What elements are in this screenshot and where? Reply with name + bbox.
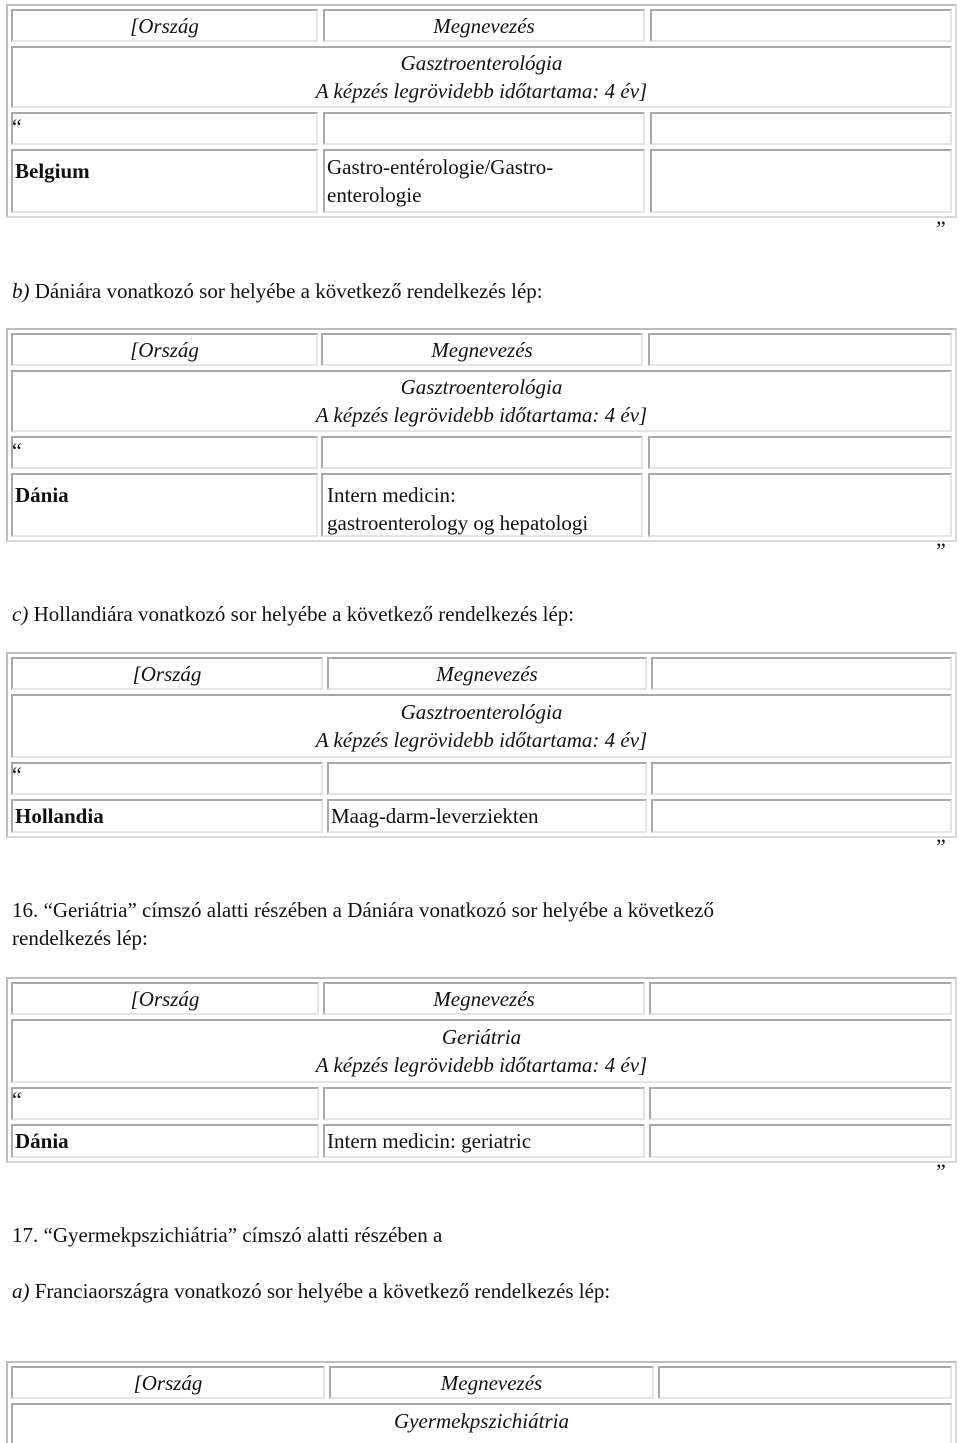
empty-cell bbox=[651, 762, 952, 795]
empty-cell bbox=[651, 799, 952, 833]
specialty-name: Gasztroenterológia bbox=[400, 700, 563, 724]
empty-header-cell bbox=[649, 982, 952, 1015]
country-header-cell bbox=[11, 333, 318, 366]
open-quote-mark: “ bbox=[12, 1087, 22, 1112]
name-header: Megnevezés bbox=[433, 13, 535, 38]
name-header: Megnevezés bbox=[436, 661, 538, 686]
close-quote-mark: ” bbox=[936, 1159, 946, 1184]
title-cell bbox=[323, 1124, 645, 1158]
empty-header-cell bbox=[658, 1366, 952, 1399]
specialty-name: Gyermekpszichiátria bbox=[394, 1409, 569, 1433]
item-letter: c) bbox=[12, 602, 29, 626]
country-header-cell bbox=[11, 9, 318, 42]
specialty-cell bbox=[11, 370, 952, 432]
close-quote-mark: ” bbox=[936, 538, 946, 563]
specialty-cell bbox=[11, 1403, 952, 1443]
country-header: [Ország bbox=[133, 1370, 203, 1395]
empty-cell bbox=[327, 762, 647, 795]
paragraph-line-2: rendelkezés lép: bbox=[12, 926, 148, 950]
paragraph-17 bbox=[12, 1221, 442, 1249]
paragraph-text: 17. “Gyermekpszichiátria” címszó alatti részében a bbox=[12, 1223, 443, 1247]
empty-cell bbox=[323, 112, 645, 145]
duration-text: A képzés legrövidebb időtartama: 4 év] bbox=[315, 728, 648, 752]
country-cell bbox=[11, 1124, 319, 1158]
item-letter: a) bbox=[12, 1279, 30, 1303]
country-cell bbox=[11, 799, 323, 833]
name-header-cell bbox=[327, 657, 647, 690]
title-line-1: Maag-darm-leverziekten bbox=[331, 804, 539, 828]
name-header-cell bbox=[323, 982, 645, 1015]
duration-text: A képzés legrövidebb időtartama: 4 év] bbox=[315, 1053, 648, 1077]
item-letter: b) bbox=[12, 279, 30, 303]
country-name: Hollandia bbox=[15, 804, 104, 828]
title-cell bbox=[323, 149, 645, 213]
country-name: Dánia bbox=[15, 1129, 69, 1153]
empty-cell bbox=[11, 762, 323, 795]
paragraph-16 bbox=[12, 896, 714, 952]
close-quote-mark: ” bbox=[936, 216, 946, 241]
empty-cell bbox=[648, 473, 952, 537]
empty-header-cell bbox=[648, 333, 952, 366]
title-line-2: enterologie bbox=[327, 183, 422, 207]
table-dania-geriatria bbox=[6, 977, 957, 1163]
empty-cell bbox=[649, 1087, 952, 1120]
country-cell bbox=[11, 149, 318, 213]
title-line-1: Gastro-entérologie/Gastro- bbox=[327, 155, 554, 179]
empty-cell bbox=[11, 1087, 319, 1120]
name-header: Megnevezés bbox=[433, 986, 535, 1011]
table-gyermekpszichiatria bbox=[6, 1361, 957, 1443]
item-text: Hollandiára vonatkozó sor helyébe a következő rendelkezés lép: bbox=[33, 602, 575, 626]
item-text: Dániára vonatkozó sor helyébe a következő rendelkezés lép: bbox=[34, 279, 543, 303]
title-line-2: gastroenterology og hepatologi bbox=[327, 511, 589, 535]
open-quote-mark: “ bbox=[12, 114, 22, 139]
empty-header-cell bbox=[650, 9, 952, 42]
empty-cell bbox=[11, 436, 318, 469]
name-header-cell bbox=[321, 333, 643, 366]
country-header-cell bbox=[11, 657, 323, 690]
specialty-cell bbox=[11, 1019, 952, 1083]
country-cell bbox=[11, 473, 318, 537]
empty-cell bbox=[650, 112, 952, 145]
paragraph-c bbox=[12, 600, 574, 628]
specialty-name: Geriátria bbox=[441, 1025, 522, 1049]
country-header: [Ország bbox=[132, 661, 202, 686]
country-header: [Ország bbox=[130, 13, 199, 38]
title-cell bbox=[327, 799, 647, 833]
paragraph-a bbox=[12, 1277, 610, 1305]
open-quote-mark: “ bbox=[12, 762, 22, 787]
specialty-name: Gasztroenterológia bbox=[400, 51, 563, 75]
title-line-1: Intern medicin: geriatric bbox=[327, 1129, 532, 1153]
empty-cell bbox=[648, 436, 952, 469]
country-header-cell bbox=[11, 982, 319, 1015]
paragraph-b bbox=[12, 277, 543, 305]
duration-text: A képzés legrövidebb időtartama: 4 év] bbox=[315, 79, 648, 103]
empty-cell bbox=[321, 436, 643, 469]
paragraph-line-1: 16. “Geriátria” címszó alatti részében a Dániára vonatkozó sor helyébe a következő bbox=[12, 898, 715, 922]
title-cell bbox=[321, 473, 643, 537]
name-header: Megnevezés bbox=[431, 337, 533, 362]
country-header: [Ország bbox=[130, 986, 200, 1011]
name-header-cell bbox=[323, 9, 645, 42]
country-header-cell bbox=[11, 1366, 325, 1399]
empty-header-cell bbox=[651, 657, 952, 690]
country-name: Belgium bbox=[15, 159, 90, 183]
name-header: Megnevezés bbox=[440, 1370, 543, 1395]
specialty-name: Gasztroenterológia bbox=[400, 375, 563, 399]
empty-cell bbox=[11, 112, 318, 145]
empty-cell bbox=[650, 149, 952, 213]
title-line-1: Intern medicin: bbox=[327, 483, 456, 507]
open-quote-mark: “ bbox=[12, 438, 22, 463]
item-text: Franciaországra vonatkozó sor helyébe a következő rendelkezés lép: bbox=[34, 1279, 611, 1303]
table-hollandia bbox=[6, 652, 957, 838]
table-dania-gastro bbox=[6, 328, 957, 542]
table-belgium bbox=[6, 4, 957, 218]
empty-cell bbox=[323, 1087, 645, 1120]
close-quote-mark: ” bbox=[936, 834, 946, 859]
specialty-cell bbox=[11, 46, 952, 108]
country-header: [Ország bbox=[130, 337, 199, 362]
empty-cell bbox=[649, 1124, 952, 1158]
specialty-cell bbox=[11, 694, 952, 758]
country-name: Dánia bbox=[15, 483, 69, 507]
duration-text: A képzés legrövidebb időtartama: 4 év] bbox=[315, 403, 648, 427]
name-header-cell bbox=[329, 1366, 654, 1399]
